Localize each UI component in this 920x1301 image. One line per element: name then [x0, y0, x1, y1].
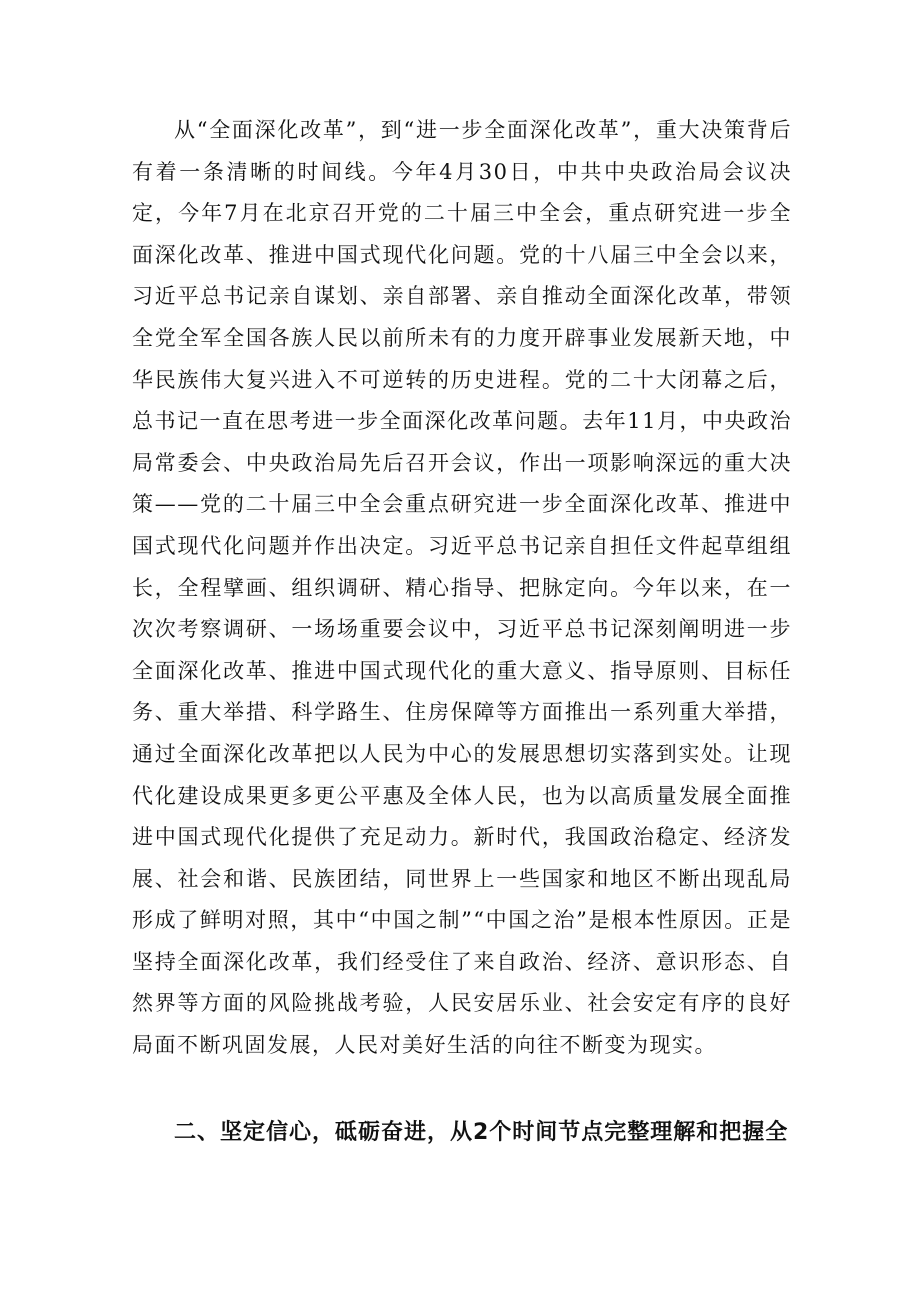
body-paragraph: 从“全面深化改革”，到“进一步全面深化改革”，重大决策背后有着一条清晰的时间线。今年4月30日，中共中央政治局会议决定，今年7月在北京召开党的二十届三中全会，重点研究进一步全面深化改革、推进中国式现代化问题。党的十八届三中全会以来，习近平总书记亲自谋划、亲自部署、亲自推动全面深化改革，带领全党全军全国各族人民以前所未有的力度开辟事业发展新天地，中华民族伟大复兴进入不可逆转的历史进程。党的二十大闭幕之后，总书记一直在思考进一步全面深化改革问题。去年11月，中央政治局常委会、中央政治局先后召开会议，作出一项影响深远的重大决策——党的二十届三中全会重点研究进一步全面深化改革、推进中国式现代化问题并作出决定。习近平总书记亲自担任文件起草组组长，全程擘画、组织调研、精心指导、把脉定向。今年以来，在一次次考察调研、一场场重要会议中，习近平总书记深刻阐明进一步全面深化改革、推进中国式现代化的重大意义、指导原则、目标任务、重大举措、科学路生、住房保障等方面推出一系列重大举措，通过全面深化改革把以人民为中心的发展思想切实落到实处。让现代化建设成果更多更公平惠及全体人民，也为以高质量发展全面推进中国式现代化提供了充足动力。新时代，我国政治稳定、经济发展、社会和谐、民族团结，同世界上一些国家和地区不断出现乱局形成了鲜明对照，其中“中国之制”“中国之治”是根本性原因。正是坚持全面深化改革，我们经受住了来自政治、经济、意识形态、自然界等方面的风险挑战考验，人民安居乐业、社会安定有序的良好局面不断巩固发展，人民对美好生活的向往不断变为现实。	[132, 118, 792, 1058]
section-heading: 二、坚定信心，砥砺奋进，从2个时间节点完整理解和把握全	[174, 1120, 789, 1145]
